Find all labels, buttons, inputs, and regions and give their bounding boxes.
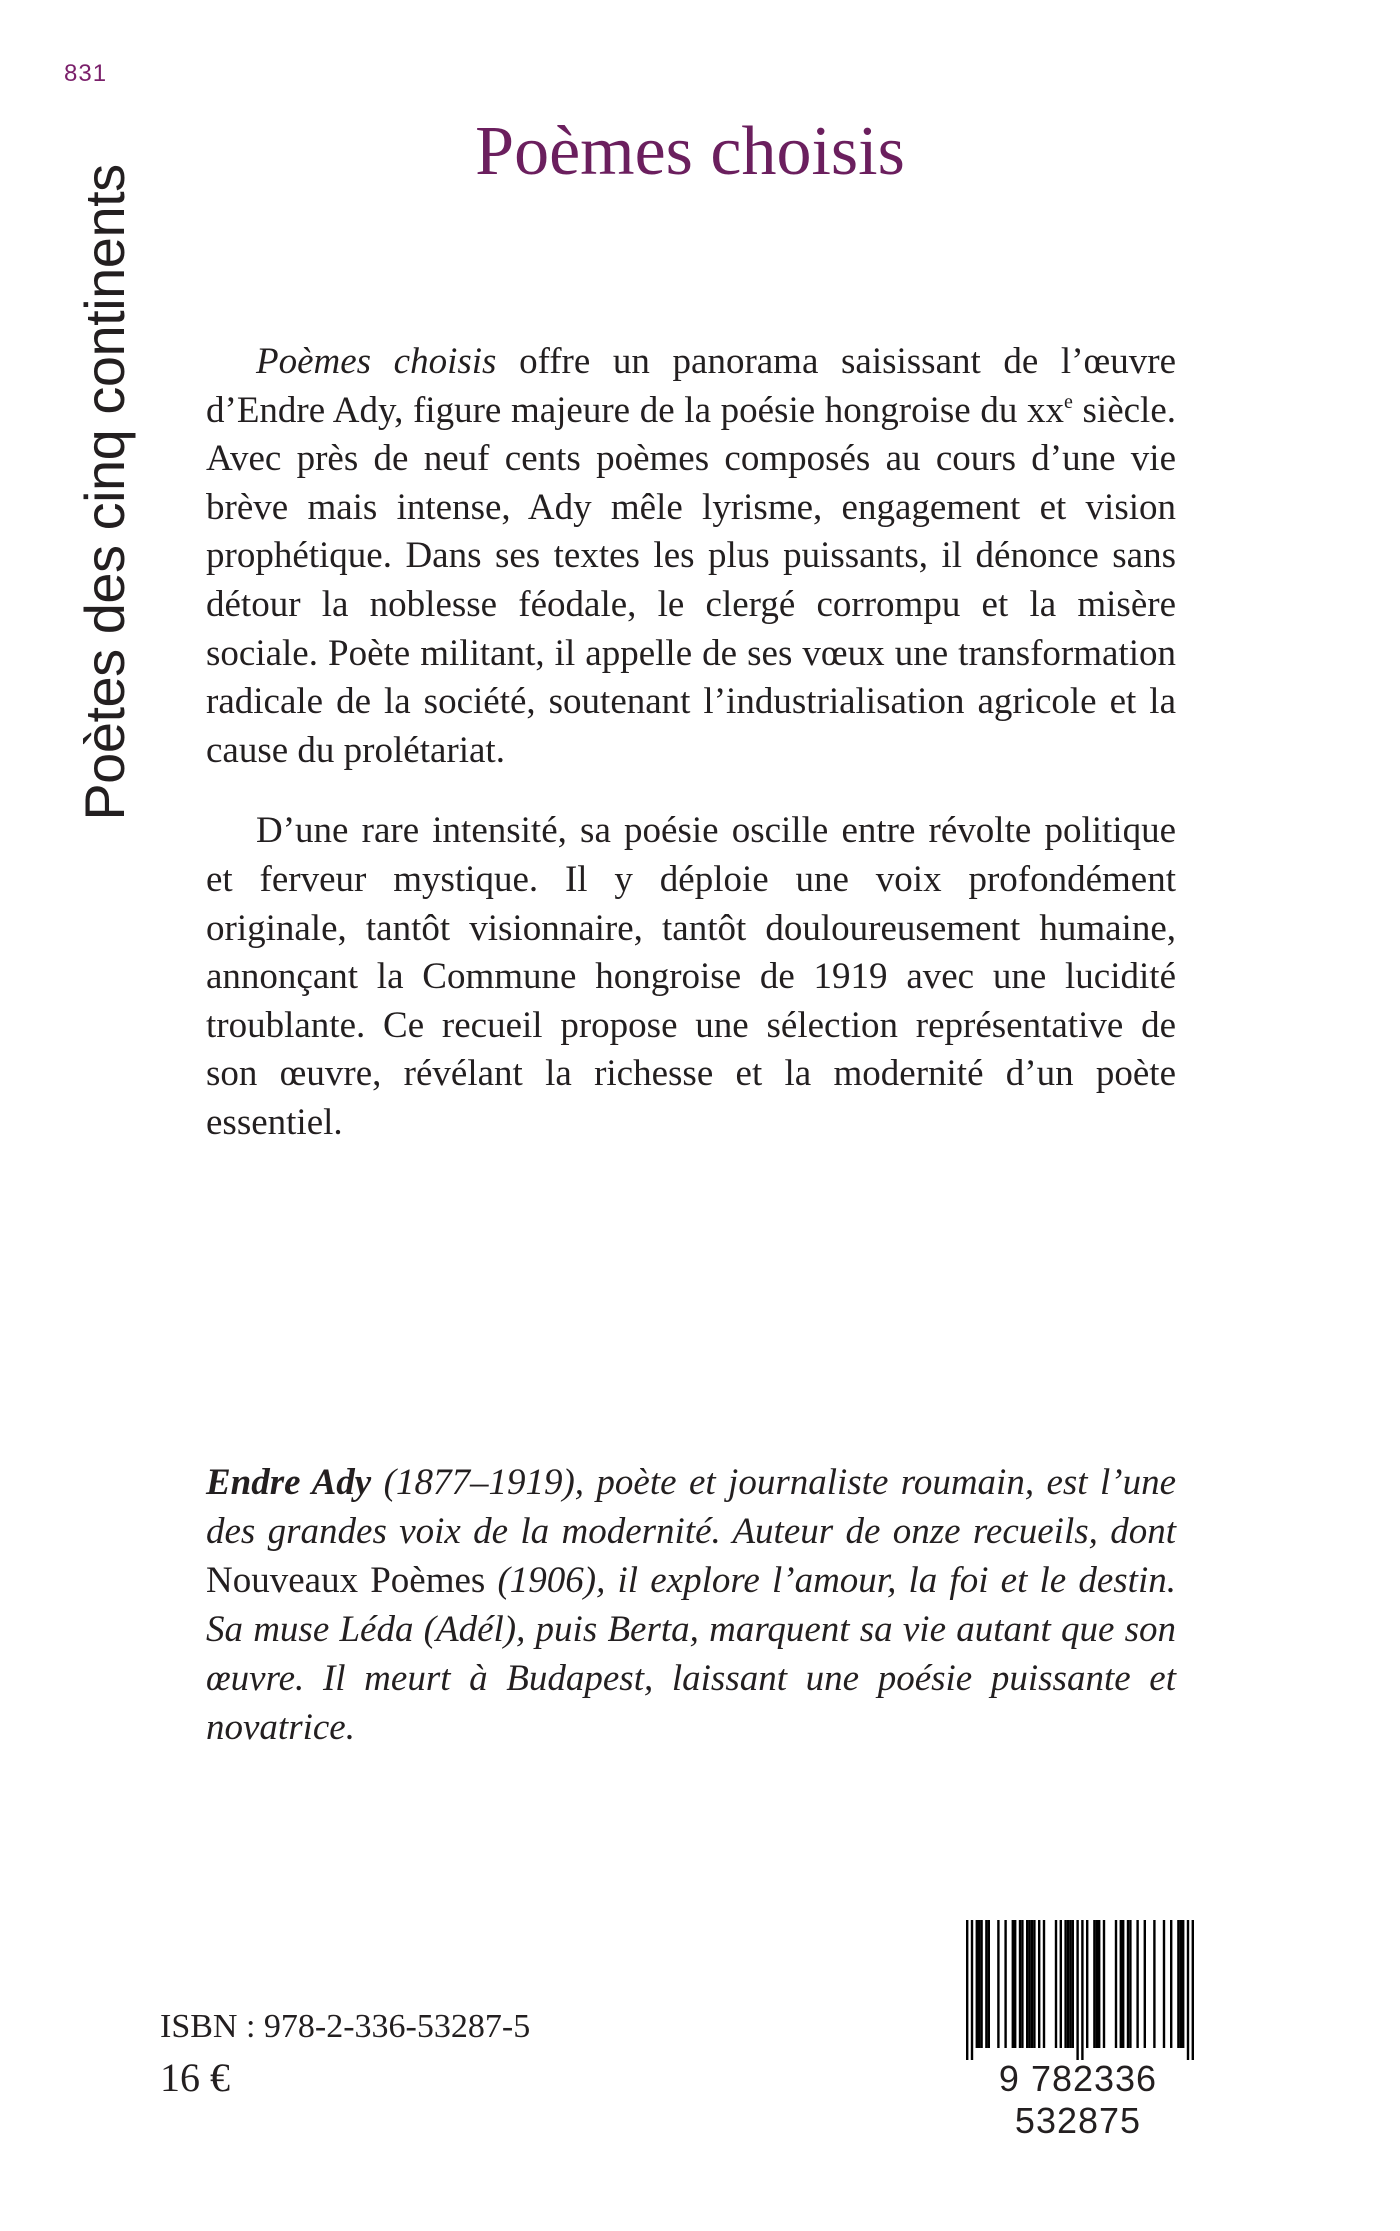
barcode-bar xyxy=(1103,1920,1105,2048)
barcode-bar xyxy=(1014,1920,1016,2048)
barcode-bar xyxy=(1028,1920,1030,2048)
author-bio-text-b: (1906), il explore l’amour, la foi et le destin. Sa muse Léda (Adél), puis Berta, marquent sa vie autant que son œuvre. Il meurt à Budapest, laissant une poésie puissante et novatrice. xyxy=(206,1560,1176,1748)
barcode-bar xyxy=(1019,1920,1021,2048)
barcode-bar xyxy=(1086,1920,1088,2048)
barcode-bar xyxy=(1129,1920,1131,2048)
barcode-bar xyxy=(1136,1920,1138,2048)
blurb-p1-text-b: siècle. Avec près de neuf cents poèmes composés au cours d’une vie brève mais intense, Ady mêle lyrisme, engagement et vision prophétique. Dans ses textes les plus puissants, il dénonce sans détour la noblesse féodale, le clergé corrompu et la misère sociale. Poète militant, il appelle de ses vœux une transformation radicale de la société, soutenant l’industrialisation agricole et la cause du prolétariat. xyxy=(206,389,1176,771)
author-bio-book-title: Nouveaux Poèmes xyxy=(206,1560,486,1601)
isbn: ISBN : 978-2-336-53287-5 xyxy=(160,2008,531,2045)
barcode-bars xyxy=(938,1920,1218,2060)
barcode-bar xyxy=(1060,1920,1062,2048)
series-name: Poètes des cinq continents xyxy=(73,164,136,821)
barcode-bar xyxy=(1072,1920,1074,2048)
barcode-bar xyxy=(997,1920,999,2048)
barcode-bar xyxy=(1043,1920,1045,2048)
barcode-bar xyxy=(976,1920,978,2048)
blurb-p1-text-a: offre un panorama saisissant de l’œuvre d’Endre Ady, figure majeure de la poésie hongroise du xx xyxy=(206,341,1176,431)
price: 16 € xyxy=(160,2055,230,2100)
blurb-title-italic: Poèmes choisis xyxy=(256,341,497,382)
author-bio-paragraph xyxy=(206,1458,1176,1752)
series-number: 831 xyxy=(64,60,108,87)
blurb xyxy=(206,338,1176,1180)
author-name: Endre Ady xyxy=(206,1462,372,1503)
barcode-bar xyxy=(1182,1920,1184,2048)
barcode-bar xyxy=(1096,1920,1098,2048)
barcode-bar xyxy=(971,1920,973,2060)
author-bio-text-a: (1877–1919), poète et journaliste roumain, est l’une des grandes voix de la modernité. Auteur de onze recueils, dont xyxy=(206,1462,1176,1552)
barcode-bar xyxy=(966,1920,968,2060)
barcode-bar xyxy=(1069,1920,1071,2048)
barcode-bar xyxy=(1038,1920,1040,2048)
barcode-bar xyxy=(1144,1920,1146,2048)
barcode-bar xyxy=(1120,1920,1122,2048)
barcode-bar xyxy=(1076,1920,1078,2060)
barcode-bar xyxy=(1012,1920,1014,2048)
barcode-bar xyxy=(988,1920,990,2048)
blurb-paragraph-2: D’une rare intensité, sa poésie oscille entre révolte politique et ferveur mystique. Il y déploie une voix profondément originale, tantôt visionnaire, tantôt douloureusement humaine, annonçant la Commune hongroise de 1919 avec une lucidité troublante. Ce recueil propose une sélection représentative de son œuvre, révélant la richesse et la modernité d’un poète essentiel. xyxy=(206,810,1176,1143)
barcode-bar xyxy=(1004,1920,1006,2048)
barcode-bar xyxy=(1021,1920,1023,2048)
barcode-bar xyxy=(1026,1920,1028,2048)
barcode-bar xyxy=(1163,1920,1165,2048)
barcode-digits: 9 782336 532875 xyxy=(998,2058,1158,2141)
barcode-bar xyxy=(1098,1920,1100,2048)
barcode-bar xyxy=(1122,1920,1124,2048)
book-title: Poèmes choisis xyxy=(475,113,905,190)
author-bio xyxy=(206,1458,1176,1752)
barcode-bar xyxy=(1093,1920,1095,2048)
barcode-bar xyxy=(1127,1920,1129,2048)
blurb-p1-superscript: e xyxy=(1063,390,1073,413)
barcode-bar xyxy=(1192,1920,1194,2060)
barcode-bar xyxy=(1115,1920,1117,2048)
barcode-bar xyxy=(1064,1920,1066,2048)
barcode-bar xyxy=(1153,1920,1155,2048)
barcode-bar xyxy=(1067,1920,1069,2048)
barcode-bar xyxy=(1055,1920,1057,2048)
barcode xyxy=(938,1920,1218,2141)
barcode-bar xyxy=(980,1920,982,2048)
barcode-bar xyxy=(1177,1920,1179,2048)
barcode-bar xyxy=(978,1920,980,2048)
barcode-bar xyxy=(1031,1920,1033,2048)
barcode-bar xyxy=(1187,1920,1189,2060)
barcode-bar xyxy=(1033,1920,1035,2048)
barcode-bar xyxy=(1081,1920,1083,2060)
barcode-bar xyxy=(985,1920,987,2048)
blurb-paragraph-1 xyxy=(206,338,1176,775)
barcode-bar xyxy=(1170,1920,1172,2048)
barcode-bar xyxy=(1180,1920,1182,2048)
